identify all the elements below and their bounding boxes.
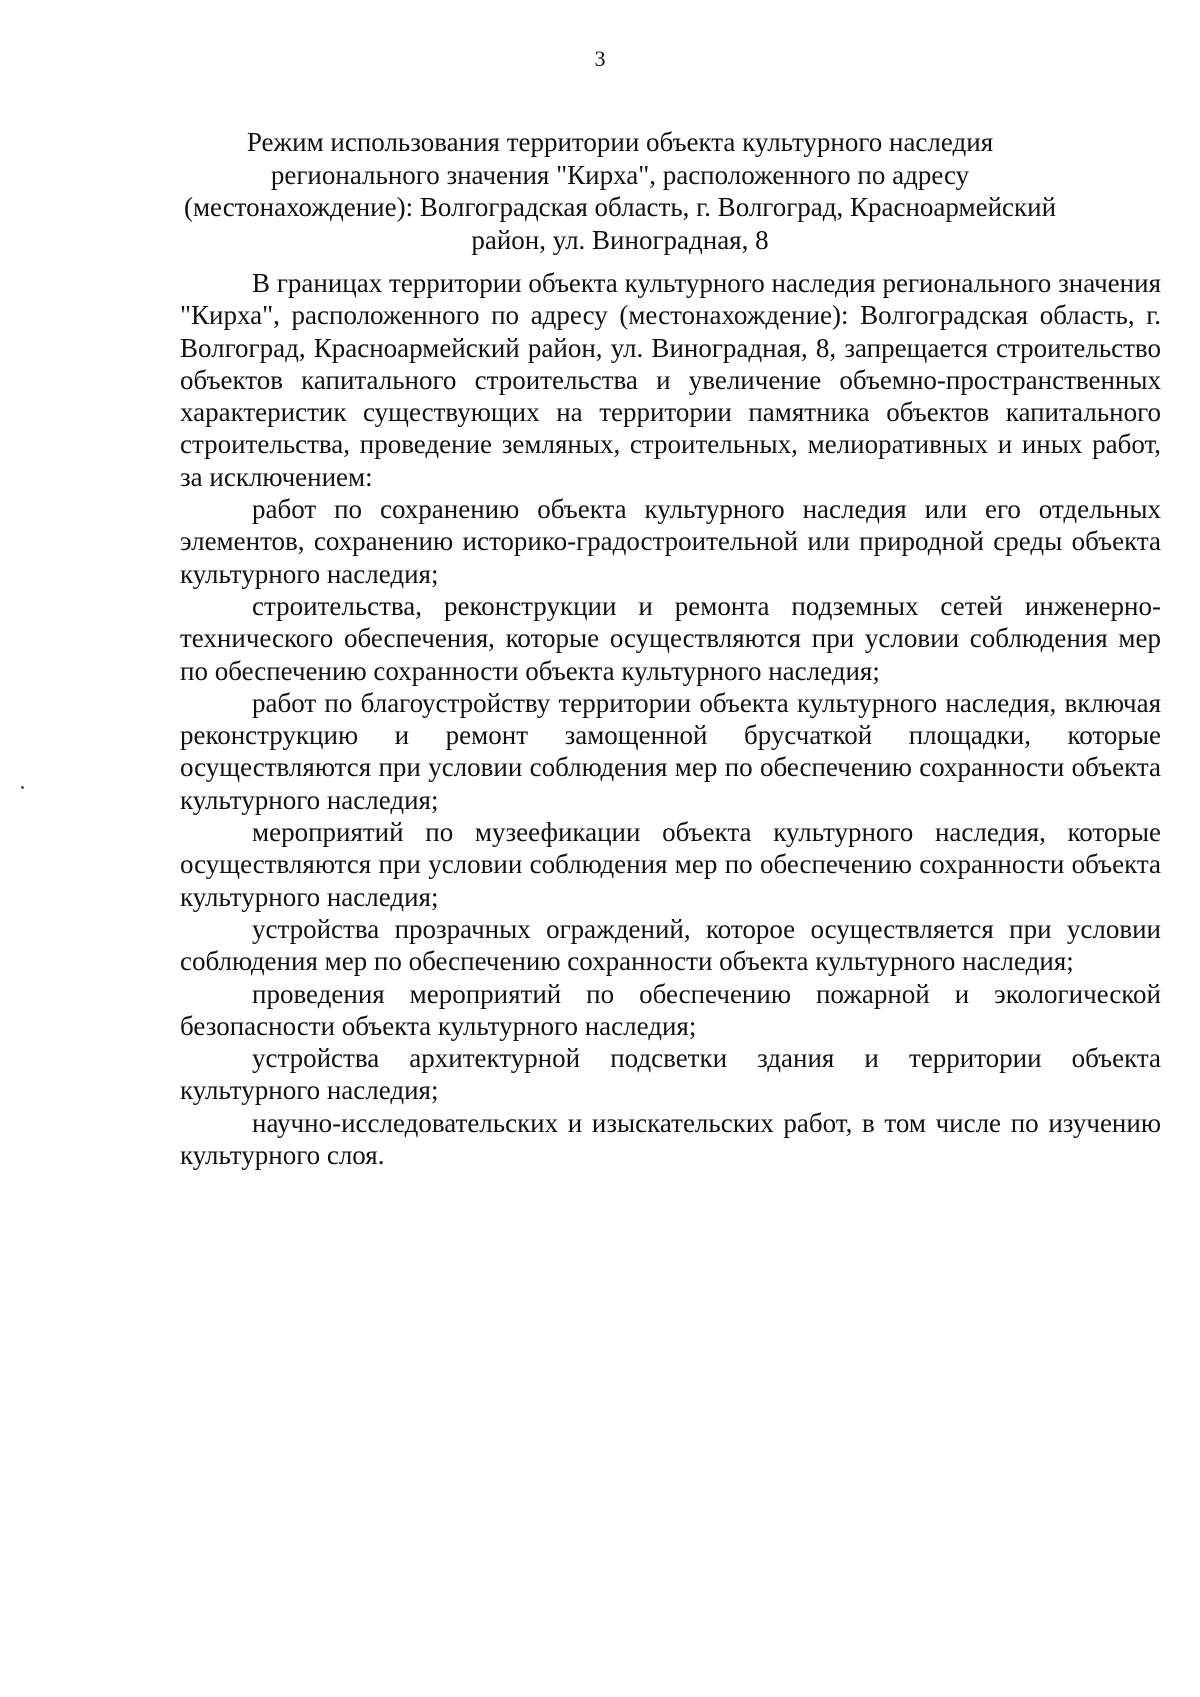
page-number: 3 <box>594 46 606 71</box>
paragraph-intro: В границах территории объекта культурного наследия регионального значения "Кирха", расположенного по адресу (местонахождение): Волгоградская область, г. Волгоград, Красноармейский район, ул. Виноградная, 8, запрещается строительство объектов капитального строительства и увеличение объемно-пространственных характеристик существующих на территории памятника объектов капитального строительства, проведение земляных, строительных, мелиоративных и иных работ, за исключением: <box>180 268 1161 492</box>
scan-speck <box>21 786 24 789</box>
heading-line: регионального значения "Кирха", расположенного по адресу <box>270 159 970 190</box>
paragraph-exception: мероприятий по музеефикации объекта культурного наследия, которые осуществляются при условии соблюдения мер по обеспечению сохранности объекта культурного наследия; <box>180 817 1161 912</box>
document-body <box>180 267 1161 1171</box>
paragraph-exception: работ по благоустройству территории объекта культурного наследия, включая реконструкцию и ремонт замощенной брусчаткой площадки, которые осуществляются при условии соблюдения мер по обеспечению сохранности объекта культурного наследия; <box>180 687 1161 815</box>
paragraph-exception: проведения мероприятий по обеспечению пожарной и экологической безопасности объекта культурного наследия; <box>180 978 1161 1041</box>
heading-line: (местонахождение): Волгоградская область, г. Волгоград, Красноармейский <box>183 192 1057 222</box>
paragraph-exception: работ по сохранению объекта культурного наследия или его отдельных элементов, сохранению историко-градостроительной или природной среды объекта культурного наследия; <box>180 494 1161 589</box>
paragraph-exception: строительства, реконструкции и ремонта подземных сетей инженерно-технического обеспечения, которые осуществляются при условии соблюдения мер по обеспечению сохранности объекта культурного наследия; <box>180 590 1161 686</box>
heading-line: Режим использования территории объекта культурного наследия <box>246 127 994 157</box>
paragraph-exception: устройства архитектурной подсветки здания и территории объекта культурного наследия; <box>180 1043 1161 1106</box>
paragraph-exception: устройства прозрачных ограждений, которое осуществляется при условии соблюдения мер по обеспечению сохранности объекта культурного наследия; <box>180 913 1161 977</box>
document-heading <box>180 126 1060 256</box>
heading-line: район, ул. Виноградная, 8 <box>471 224 769 255</box>
paragraph-exception: научно-исследовательских и изыскательских работ, в том числе по изучению культурного слоя. <box>180 1107 1161 1171</box>
